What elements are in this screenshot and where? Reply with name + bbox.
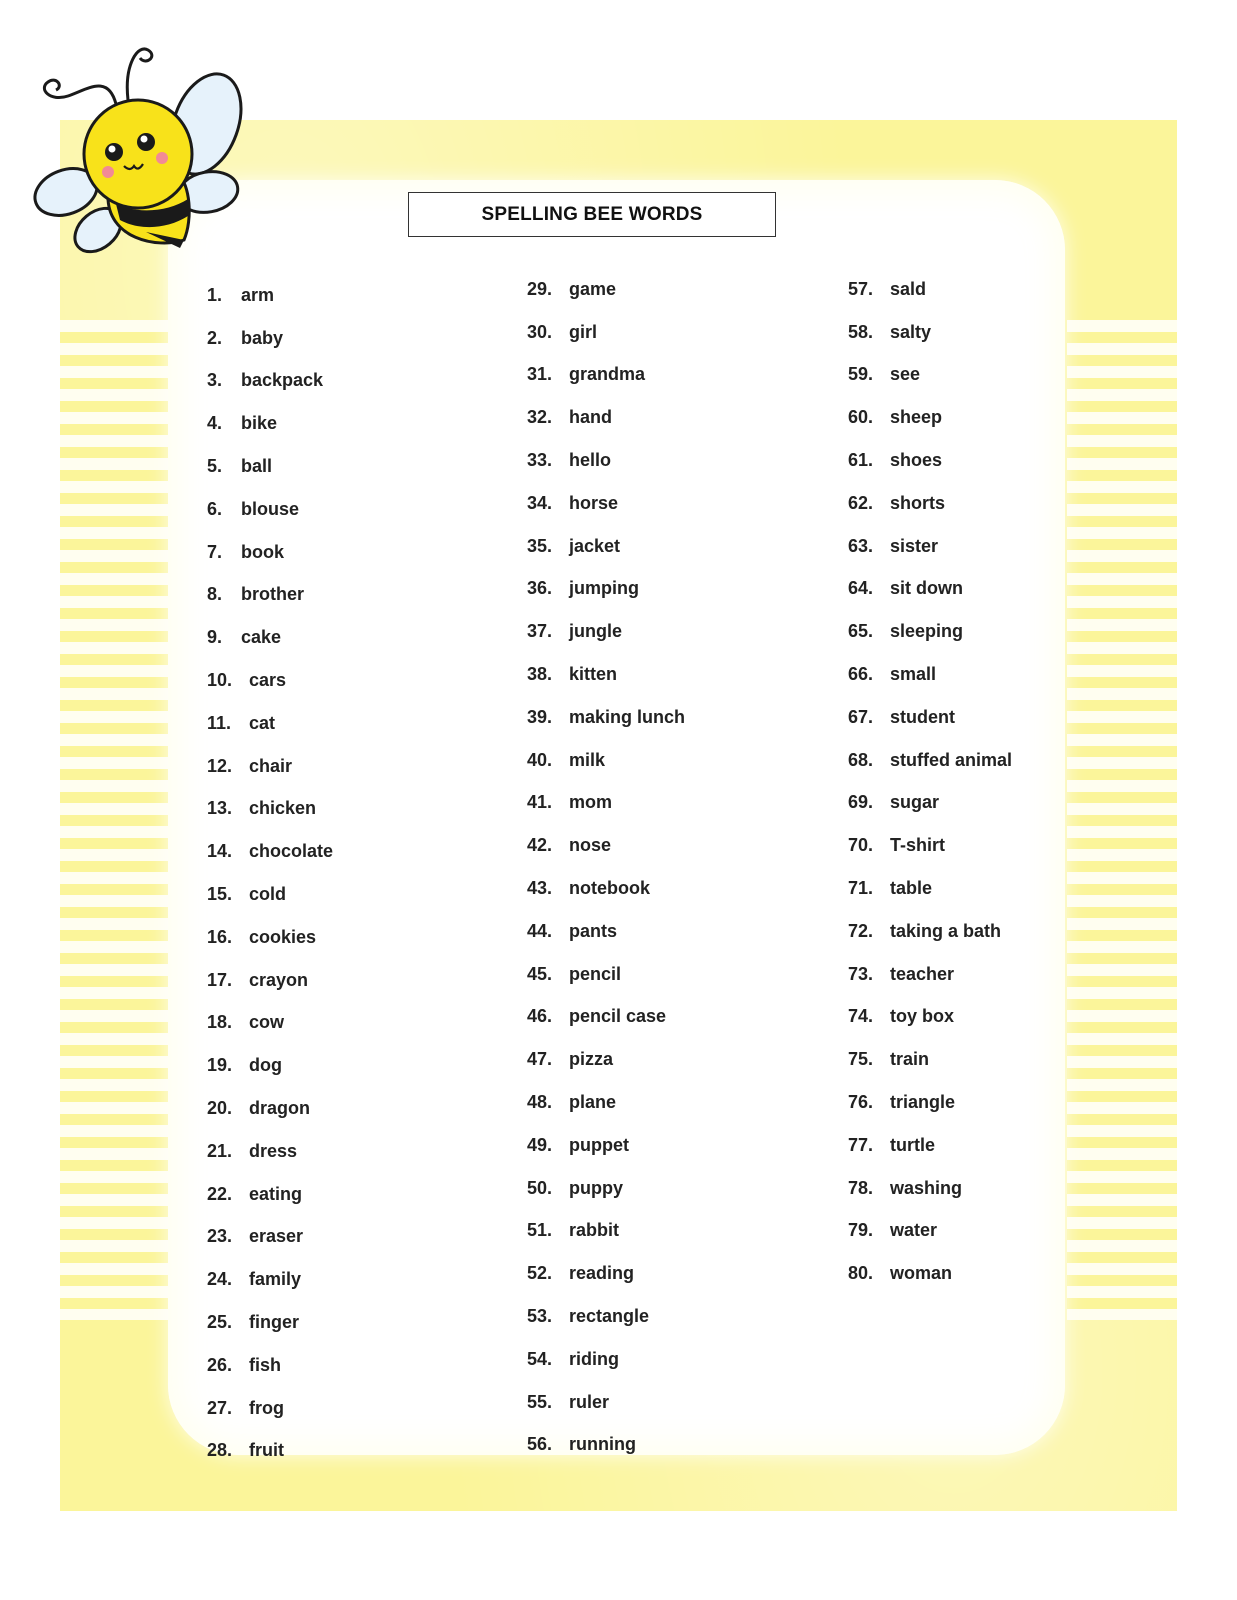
item-word: see — [890, 364, 921, 385]
list-item — [527, 311, 685, 354]
list-item — [207, 488, 333, 531]
item-word: sister — [890, 535, 939, 556]
list-item — [848, 782, 1012, 825]
list-item — [207, 616, 333, 659]
item-word: T-shirt — [890, 835, 946, 856]
list-item — [527, 696, 685, 739]
item-number: 30. — [527, 321, 553, 342]
list-item — [848, 568, 1012, 611]
item-number: 1. — [207, 284, 223, 305]
list-item — [527, 610, 685, 653]
item-number: 58. — [848, 321, 874, 342]
list-item — [848, 1252, 1012, 1295]
item-word: puppy — [569, 1177, 623, 1198]
list-item — [207, 1258, 333, 1301]
list-item — [848, 396, 1012, 439]
item-number: 42. — [527, 835, 553, 856]
item-number: 25. — [207, 1312, 233, 1333]
item-word: making lunch — [569, 706, 686, 727]
item-word: milk — [569, 749, 606, 770]
item-word: dress — [249, 1140, 298, 1161]
item-word: arm — [241, 284, 275, 305]
list-item — [848, 867, 1012, 910]
list-item — [848, 525, 1012, 568]
item-word: student — [890, 706, 955, 727]
item-word: cars — [249, 670, 287, 691]
list-item — [527, 1295, 685, 1338]
item-number: 4. — [207, 413, 223, 434]
list-item — [527, 1167, 685, 1210]
item-number: 41. — [527, 792, 553, 813]
item-number: 79. — [848, 1220, 874, 1241]
list-item — [207, 788, 333, 831]
item-number: 20. — [207, 1098, 233, 1119]
item-word: turtle — [890, 1134, 935, 1155]
item-word: sit down — [890, 578, 963, 599]
item-word: crayon — [249, 969, 309, 990]
item-word: game — [569, 278, 617, 299]
item-number: 17. — [207, 969, 233, 990]
item-number: 54. — [527, 1348, 553, 1369]
item-word: cow — [249, 1012, 285, 1033]
item-word: water — [890, 1220, 938, 1241]
item-word: horse — [569, 492, 619, 513]
item-number: 37. — [527, 621, 553, 642]
item-number: 65. — [848, 621, 874, 642]
item-word: ruler — [569, 1391, 610, 1412]
item-word: finger — [249, 1312, 300, 1333]
left-stripes — [60, 320, 170, 1320]
item-number: 10. — [207, 670, 233, 691]
item-number: 70. — [848, 835, 874, 856]
list-item — [527, 525, 685, 568]
list-item — [527, 867, 685, 910]
item-word: nose — [569, 835, 612, 856]
item-word: toy box — [890, 1006, 955, 1027]
list-item — [527, 1124, 685, 1167]
item-number: 32. — [527, 407, 553, 428]
list-item — [207, 531, 333, 574]
word-column-1 — [207, 274, 333, 1472]
item-word: table — [890, 878, 933, 899]
item-number: 48. — [527, 1092, 553, 1113]
item-number: 28. — [207, 1440, 233, 1461]
item-number: 44. — [527, 920, 553, 941]
list-item — [207, 916, 333, 959]
item-word: sheep — [890, 407, 943, 428]
list-item — [207, 1130, 333, 1173]
item-number: 63. — [848, 535, 874, 556]
item-word: sugar — [890, 792, 940, 813]
list-item — [527, 568, 685, 611]
list-item — [848, 610, 1012, 653]
item-number: 50. — [527, 1177, 553, 1198]
item-word: sleeping — [890, 621, 964, 642]
item-word: chicken — [249, 798, 317, 819]
item-number: 5. — [207, 456, 223, 477]
item-word: blouse — [241, 498, 300, 519]
item-number: 67. — [848, 706, 874, 727]
item-number: 26. — [207, 1354, 233, 1375]
list-item — [527, 653, 685, 696]
item-number: 77. — [848, 1134, 874, 1155]
item-number: 64. — [848, 578, 874, 599]
list-item — [207, 1344, 333, 1387]
item-word: shoes — [890, 450, 943, 471]
list-item — [848, 1167, 1012, 1210]
list-item — [207, 1301, 333, 1344]
item-word: fruit — [249, 1440, 284, 1461]
list-item — [848, 1210, 1012, 1253]
item-word: rabbit — [569, 1220, 620, 1241]
item-word: teacher — [890, 963, 955, 984]
list-item — [207, 659, 333, 702]
item-word: bike — [241, 413, 278, 434]
list-item — [527, 824, 685, 867]
item-number: 29. — [527, 278, 553, 299]
item-number: 16. — [207, 926, 233, 947]
item-number: 8. — [207, 584, 223, 605]
list-item — [527, 439, 685, 482]
item-number: 55. — [527, 1391, 553, 1412]
item-number: 35. — [527, 535, 553, 556]
list-item — [848, 653, 1012, 696]
list-item — [207, 1002, 333, 1045]
item-word: frog — [249, 1397, 284, 1418]
list-item — [527, 996, 685, 1039]
list-item — [207, 1087, 333, 1130]
item-word: baby — [241, 327, 284, 348]
item-word: stuffed animal — [890, 749, 1013, 770]
item-word: notebook — [569, 878, 650, 899]
item-number: 38. — [527, 664, 553, 685]
list-item — [207, 1044, 333, 1087]
item-word: chocolate — [249, 841, 334, 862]
list-item — [207, 574, 333, 617]
list-item — [207, 830, 333, 873]
bee-icon — [28, 34, 243, 254]
item-word: rectangle — [569, 1306, 650, 1327]
page-title: SPELLING BEE WORDS — [408, 192, 776, 237]
item-number: 6. — [207, 498, 223, 519]
item-word: girl — [569, 321, 598, 342]
list-item — [207, 445, 333, 488]
item-number: 57. — [848, 278, 874, 299]
item-number: 47. — [527, 1049, 553, 1070]
list-item — [207, 873, 333, 916]
item-word: grandma — [569, 364, 646, 385]
list-item — [527, 1381, 685, 1424]
item-word: small — [890, 664, 937, 685]
item-number: 61. — [848, 450, 874, 471]
item-word: cold — [249, 884, 287, 905]
item-number: 9. — [207, 627, 223, 648]
item-word: eating — [249, 1183, 303, 1204]
item-number: 68. — [848, 749, 874, 770]
list-item — [207, 702, 333, 745]
item-number: 53. — [527, 1306, 553, 1327]
item-word: woman — [890, 1263, 953, 1284]
item-word: jacket — [569, 535, 621, 556]
list-item — [527, 1038, 685, 1081]
item-word: mom — [569, 792, 613, 813]
item-number: 45. — [527, 963, 553, 984]
item-number: 11. — [207, 712, 232, 733]
item-number: 34. — [527, 492, 553, 513]
item-number: 22. — [207, 1183, 233, 1204]
item-number: 80. — [848, 1263, 874, 1284]
list-item — [848, 482, 1012, 525]
list-item — [207, 1173, 333, 1216]
list-item — [527, 1210, 685, 1253]
item-word: book — [241, 541, 284, 562]
item-number: 19. — [207, 1055, 233, 1076]
item-word: cookies — [249, 926, 317, 947]
list-item — [848, 268, 1012, 311]
item-number: 14. — [207, 841, 233, 862]
item-number: 7. — [207, 541, 223, 562]
list-item — [527, 953, 685, 996]
list-item — [848, 910, 1012, 953]
item-word: triangle — [890, 1092, 956, 1113]
list-item — [207, 1387, 333, 1430]
item-word: ball — [241, 456, 273, 477]
item-number: 33. — [527, 450, 553, 471]
list-item — [207, 274, 333, 317]
list-item — [848, 1124, 1012, 1167]
item-word: shorts — [890, 492, 946, 513]
item-number: 46. — [527, 1006, 553, 1027]
item-number: 60. — [848, 407, 874, 428]
item-number: 23. — [207, 1226, 233, 1247]
item-word: cat — [249, 712, 276, 733]
item-word: sald — [890, 278, 927, 299]
item-word: running — [569, 1434, 636, 1455]
item-word: pencil case — [569, 1006, 667, 1027]
item-word: washing — [890, 1177, 963, 1198]
list-item — [527, 1424, 685, 1467]
item-number: 2. — [207, 327, 223, 348]
item-number: 66. — [848, 664, 874, 685]
item-number: 15. — [207, 884, 233, 905]
list-item — [207, 402, 333, 445]
item-number: 69. — [848, 792, 874, 813]
list-item — [848, 1038, 1012, 1081]
item-number: 52. — [527, 1263, 553, 1284]
list-item — [207, 1216, 333, 1259]
list-item — [848, 354, 1012, 397]
item-word: dog — [249, 1055, 282, 1076]
item-word: salty — [890, 321, 932, 342]
list-item — [527, 396, 685, 439]
item-word: hand — [569, 407, 612, 428]
item-word: jungle — [569, 621, 622, 642]
item-number: 18. — [207, 1012, 233, 1033]
list-item — [527, 739, 685, 782]
list-item — [527, 1338, 685, 1381]
list-item — [848, 439, 1012, 482]
item-number: 39. — [527, 706, 553, 727]
list-item — [848, 1081, 1012, 1124]
item-word: puppet — [569, 1134, 629, 1155]
list-item — [207, 1430, 333, 1473]
item-word: plane — [569, 1092, 617, 1113]
item-number: 72. — [848, 920, 874, 941]
item-number: 75. — [848, 1049, 874, 1070]
right-stripes — [1067, 320, 1177, 1320]
word-column-3 — [848, 268, 1012, 1295]
item-word: chair — [249, 755, 293, 776]
list-item — [848, 739, 1012, 782]
item-word: dragon — [249, 1098, 310, 1119]
item-word: train — [890, 1049, 930, 1070]
item-number: 49. — [527, 1134, 553, 1155]
list-item — [527, 482, 685, 525]
item-number: 3. — [207, 370, 223, 391]
list-item — [848, 996, 1012, 1039]
item-word: eraser — [249, 1226, 304, 1247]
item-number: 27. — [207, 1397, 233, 1418]
item-number: 51. — [527, 1220, 553, 1241]
item-number: 74. — [848, 1006, 874, 1027]
item-number: 78. — [848, 1177, 874, 1198]
list-item — [848, 311, 1012, 354]
list-item — [527, 1252, 685, 1295]
list-item — [207, 959, 333, 1002]
item-word: fish — [249, 1354, 282, 1375]
item-word: jumping — [569, 578, 639, 599]
item-number: 24. — [207, 1269, 233, 1290]
item-number: 21. — [207, 1140, 233, 1161]
item-word: kitten — [569, 664, 618, 685]
item-number: 62. — [848, 492, 874, 513]
item-word: family — [249, 1269, 302, 1290]
item-number: 76. — [848, 1092, 874, 1113]
item-word: brother — [241, 584, 304, 605]
item-word: pants — [569, 920, 618, 941]
item-word: riding — [569, 1348, 619, 1369]
list-item — [207, 360, 333, 403]
item-number: 12. — [207, 755, 233, 776]
item-number: 43. — [527, 878, 553, 899]
item-number: 40. — [527, 749, 553, 770]
item-number: 13. — [207, 798, 233, 819]
item-word: backpack — [241, 370, 324, 391]
item-word: reading — [569, 1263, 635, 1284]
word-column-2 — [527, 268, 685, 1466]
item-word: taking a bath — [890, 920, 1002, 941]
list-item — [207, 745, 333, 788]
item-number: 36. — [527, 578, 553, 599]
item-number: 73. — [848, 963, 874, 984]
item-word: pencil — [569, 963, 622, 984]
item-number: 31. — [527, 364, 553, 385]
list-item — [207, 317, 333, 360]
list-item — [848, 696, 1012, 739]
item-word: hello — [569, 450, 612, 471]
list-item — [527, 910, 685, 953]
list-item — [527, 1081, 685, 1124]
list-item — [848, 824, 1012, 867]
list-item — [527, 268, 685, 311]
item-number: 71. — [848, 878, 874, 899]
item-word: pizza — [569, 1049, 614, 1070]
item-word: cake — [241, 627, 282, 648]
item-number: 59. — [848, 364, 874, 385]
list-item — [848, 953, 1012, 996]
list-item — [527, 354, 685, 397]
list-item — [527, 782, 685, 825]
item-number: 56. — [527, 1434, 553, 1455]
